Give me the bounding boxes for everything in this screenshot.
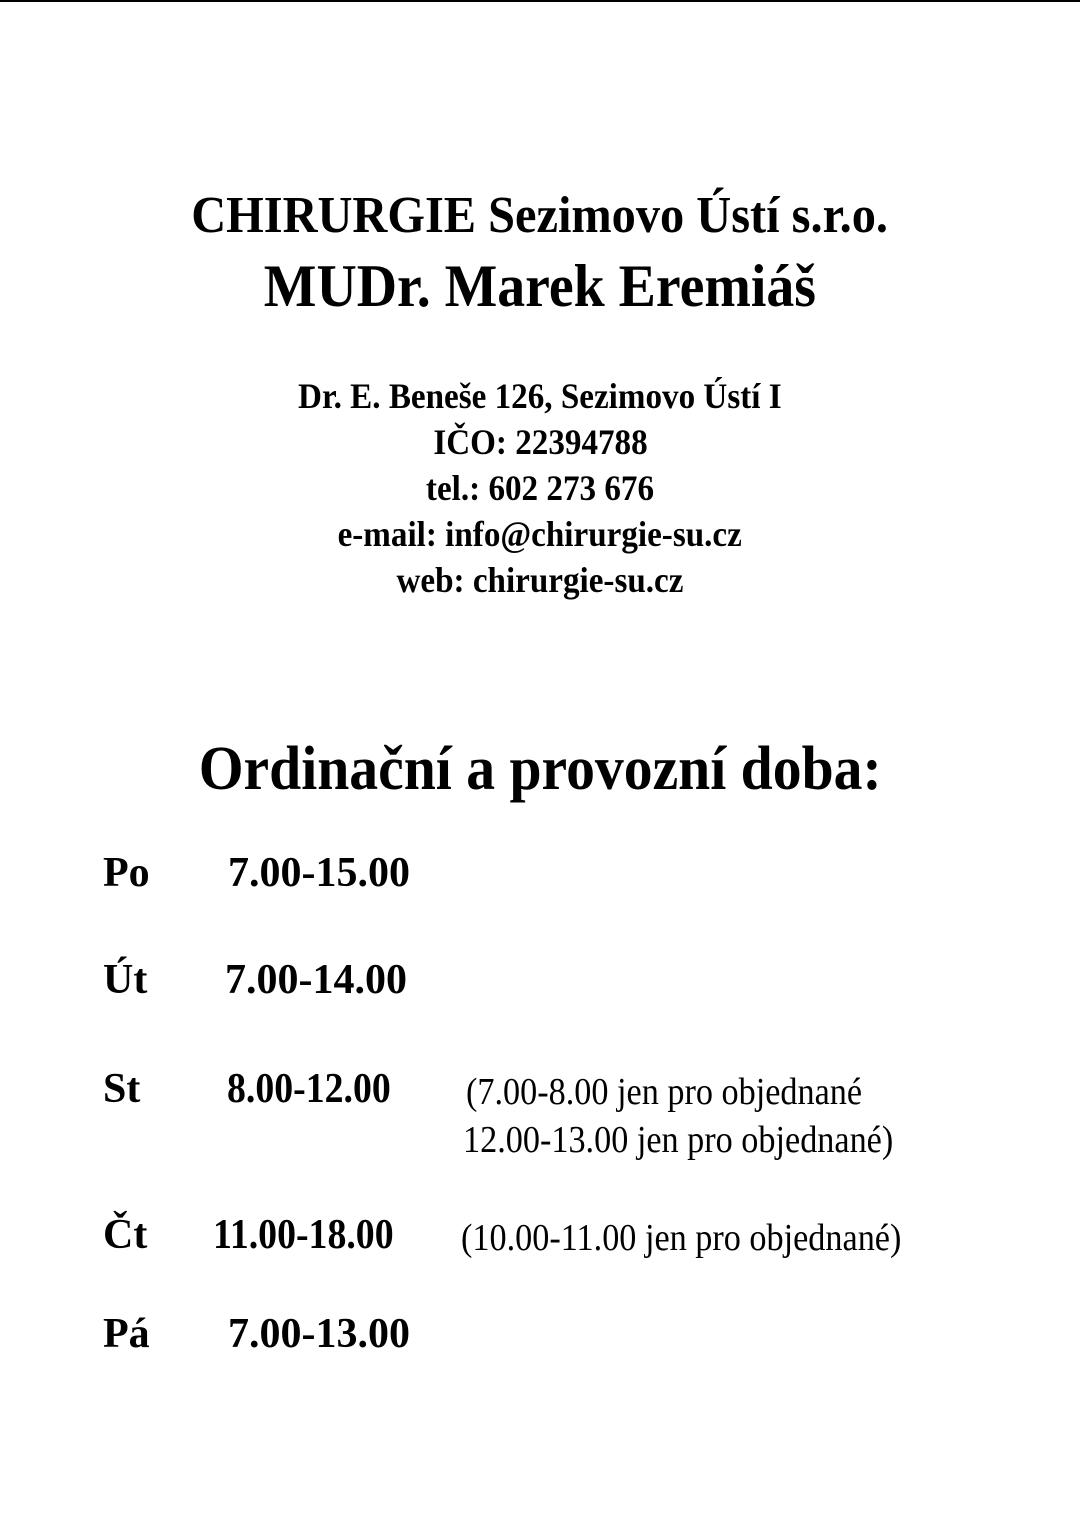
- email-text: e-mail: info@chirurgie-su.cz: [337, 514, 743, 554]
- appointment-note-text: (10.00-11.00 jen pro objednané): [461, 1217, 902, 1259]
- appointment-note: [466, 1073, 906, 1111]
- day-label: Út: [103, 957, 148, 1003]
- opening-hours: [213, 1214, 414, 1256]
- appointment-note-text: (7.00-8.00 jen pro objednané: [466, 1071, 863, 1113]
- opening-hours: [225, 959, 407, 1001]
- opening-hours-text: 11.00-18.00: [213, 1212, 394, 1258]
- appointment-note: [463, 1121, 941, 1159]
- company-name-text: CHIRURGIE Sezimovo Ústí s.r.o.: [191, 187, 889, 244]
- doctor-name: [0, 253, 1080, 319]
- company-id: [0, 424, 1080, 460]
- address-text: Dr. E. Beneše 126, Sezimovo Ústí I: [298, 376, 782, 416]
- day-label: Po: [103, 850, 150, 896]
- appointment-note-text: 12.00-13.00 jen pro objednané): [463, 1119, 894, 1161]
- company-name: [0, 187, 1080, 244]
- schedule-heading-text: Ordinační a provozní doba:: [198, 735, 882, 803]
- opening-hours: [228, 852, 410, 894]
- appointment-note: [461, 1219, 950, 1257]
- opening-hours-text: 7.00-13.00: [228, 1311, 410, 1357]
- doctor-name-text: MUDr. Marek Eremiáš: [263, 253, 817, 319]
- address: [0, 378, 1080, 414]
- website: [0, 562, 1080, 598]
- opening-hours-text: 7.00-14.00: [225, 957, 407, 1003]
- phone: [0, 470, 1080, 506]
- company-id-text: IČO: 22394788: [432, 422, 648, 462]
- opening-hours-text: 7.00-15.00: [228, 850, 410, 896]
- schedule-heading: [0, 735, 1080, 803]
- top-border-line: [0, 0, 1080, 2]
- day-label: St: [103, 1066, 141, 1112]
- website-text: web: chirurgie-su.cz: [396, 560, 684, 600]
- phone-text: tel.: 602 273 676: [425, 468, 655, 508]
- opening-hours: [227, 1068, 409, 1110]
- day-label: Čt: [103, 1212, 148, 1258]
- email: [0, 516, 1080, 552]
- day-label: Pá: [103, 1311, 150, 1357]
- opening-hours-text: 8.00-12.00: [227, 1066, 391, 1112]
- opening-hours: [228, 1313, 410, 1355]
